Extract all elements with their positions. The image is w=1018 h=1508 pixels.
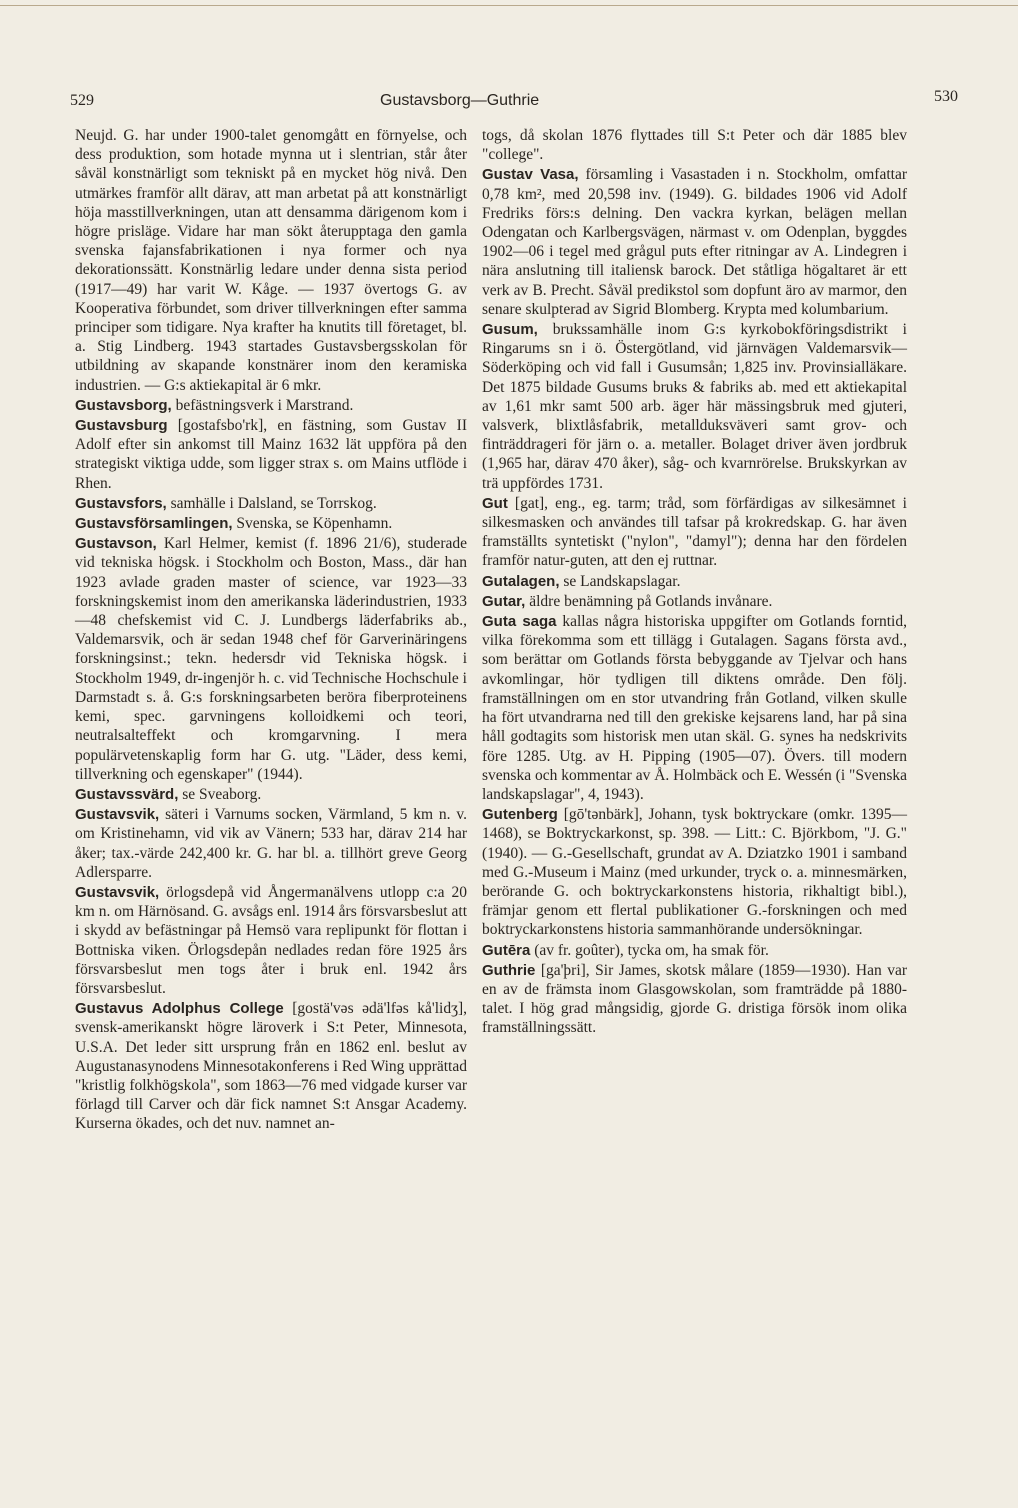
entry-text: brukssamhälle inom G:s kyrkobokföringsdistrikt i Ringarums sn i ö. Östergötland, vid järnvägen Valdemarsvik—Söderköping och vid fall i Gusumsån; 1,825 inv. Provinsialläkare. Det 1875 bildade Gusums bruks & fabriks ab. med ett aktiekapital av 1,61 mkr samt 500 arb. äger här mässingsbruk med gjuteri, valsverk, blixtlåsfabrik, metallduksväveri samt grov- och finträddrageri för järn o. a. metaller. Bolaget driver även jordbruk (1,965 har, därav 470 åker), såg- och kvarnrörelse. Brukskyrkan av trä uppfördes 1731. [482,321,907,492]
page-number-left: 529 [70,92,94,109]
entry-text: [gostä'vəs ədä'lfəs kå'lidʒ], svensk-amerikanskt högre läroverk i S:t Peter, Minnesota, U.S.A. Det leder sitt ursprung från en 1862 enl. beslut av Augustanasynodens Minnesotakonferens i Red Wing upprättad "kristlig folkhögskola", som 1863—76 med vidgade kurser var förlagd till Carver och där fick namnet S:t Ansgar Academy. Kurserna ökades, och det nuv. namnet an- [75,1000,468,1133]
entry-text: [gat], eng., eg. tarm; tråd, som förfärdigas av silkesämnet i silkesmasken och användes till tafsar på krokredskap. G. har även framställts syntetiskt ("nylon", "damyl"); denna har den fördelen framför natur-guten, att den ej ruttnar. [482,494,907,570]
page-number-right: 530 [934,88,958,105]
dictionary-entry [75,785,467,804]
dictionary-entry [75,416,467,493]
entry-text: se Sveaborg. [178,785,262,803]
entry-headword: Gutēra [482,941,531,959]
entry-text: togs, då skolan 1876 flyttades till S:t Peter och där 1885 blev "college". [482,127,907,164]
entry-text: [gostafsbo'rk], en fästning, som Gustav II Adolf efter sin ankomst till Mainz 1632 lät uppföra på den strategiskt viktiga udde, som ligger strax s. om Mains utflöde i Rhen. [75,417,467,492]
entry-text: befästningsverk i Marstrand. [171,396,354,414]
entry-headword: Gustavson, [75,535,157,553]
dictionary-entry [75,805,467,882]
top-edge-rule [0,5,1018,6]
entry-text: se Landskapslagar. [559,572,681,590]
dictionary-entry [482,572,907,591]
entry-headword: Guthrie [482,961,536,979]
entry-headword: Gutar, [482,592,526,610]
dictionary-entry [75,534,467,784]
entry-headword: Gusum, [482,321,538,339]
entry-text: äldre benämning på Gotlands invånare. [525,592,773,610]
entry-headword: Gustavsborg, [75,396,172,414]
entry-text: [gō'tənbärk], Johann, tysk boktryckare (omkr. 1395—1468), se Boktryckarkonst, sp. 398. — Litt.: C. Björkbom, "J. G." (1940). — G.-Gesellschaft, grundat av A. Dziatzko 1901 i samband med G.-Museum i Mainz (med urkunder, tryck o. a. minnesmärken, berörande G. och boktryckarkonstens historia, rikhaltigt bibl.), främjar genom ett flertal publikationer G.-forskningen och med boktryckarkonstens historia sammanhörande undersökningar. [482,806,907,939]
right-column [482,126,907,1039]
dictionary-entry [482,961,907,1038]
entry-headword: Gustav Vasa, [482,166,579,184]
entry-text: samhälle i Dalsland, se Torrskog. [166,494,377,512]
entry-headword: Gustavssvärd, [75,785,179,803]
dictionary-entry [482,592,907,611]
dictionary-entry [75,396,467,415]
entry-headword: Gut [482,494,508,512]
dictionary-entry [75,883,467,998]
dictionary-entry [482,612,907,804]
entry-headword: Gustavsförsamlingen, [75,515,233,533]
dictionary-entry [75,999,467,1133]
dictionary-entry [482,126,907,164]
dictionary-entry [482,165,907,319]
entry-text: [ga'þri], Sir James, skotsk målare (1859—1930). Han var en av de främsta inom Glasgowskolan, som framträdde på 1880-talet. I hög grad mångsidig, gjorde G. dristiga försök inom olika framställningssätt. [482,961,907,1037]
entry-text: kallas några historiska uppgifter om Gotlands forntid, vilka förekomma som ett tillägg i Gutalagen. Sagans första avd., som berättar om Gotlands första bebyggande av Tjelvar och hans avkomlingar, hör tydligen till diktens område. Den följ. framställningen om en stor utvandring från Gotland, vilken skulle ha fört utvandrarna ned till den grekiske kejsarens land, har på sina håll godtagits som historisk men utan skäl. G. synes ha nedskrivits före 1285. Utg. av H. Pipping (1905—07). Övers. till modern svenska och kommentar av Å. Holmbäck och E. Wessén (i "Svenska landskapslagar", 4, 1943). [482,613,907,803]
dictionary-entry [75,126,467,395]
entry-headword: Gutalagen, [482,572,560,590]
left-column [75,126,467,1135]
entry-headword: Gustavsburg [75,417,168,435]
dictionary-entry [482,941,907,960]
entry-headword: Gustavsvik, [75,806,160,824]
dictionary-entry [482,805,907,939]
entry-text: församling i Vasastaden i n. Stockholm, omfattar 0,78 km², med 20,598 inv. (1949). G. bildades 1906 vid Adolf Fredriks förs:s delning. Den vackra kyrkan, belägen mellan Odengatan och Karlbergsvägen, närmast v. om Odenplan, byggdes 1902—06 i tegel med grågul puts efter ritningar av A. Lindegren i nära anslutning till italiensk barock. Det ståtliga högaltaret är ett verk av B. Precht. Såväl predikstol som dopfunt äro av marmor, den senare skulpterad av Sigrid Blomberg. Krypta med kolumbarium. [482,166,907,318]
entry-text: Neujd. G. har under 1900-talet genomgått en förnyelse, och dess produktion, som hotade mynna ut i slentrian, står åter såväl konstnärligt som tekniskt på en mycket hög nivå. Den utmärkes framför allt därav, att man arbetat på att konstnärligt höja masstillverkningen, utan att densamma därigenom kom i högre prisläge. Vidare har man sökt återupptaga den gamla svenska fajansfabrikationen i nya former och nya dekorationssätt. Konstnärlig ledare under denna sista period (1917—49) har varit W. Kåge. — 1937 övertogs G. av Kooperativa förbundet, som driver tillverkningen efter samma principer som tidigare. Nya krafter ha knutits till företaget, bl. a. Stig Lindberg. 1943 startades Gustavsbergsskolan för utbildning av skapande konstnärer inom den keramiska industrien. — G:s aktiekapital är 6 mkr. [75,127,467,394]
entry-text: Svenska, se Köpenhamn. [232,515,393,533]
page-header [70,88,958,118]
entry-text: säteri i Varnums socken, Värmland, 5 km n. v. om Kristinehamn, vid vik av Vänern; 533 har, därav 214 har åker; tax.-värde 242,400 kr. G. har bl. a. tillhört greve Georg Adlersparre. [75,806,467,881]
entry-headword: Guta saga [482,613,557,631]
running-title: Gustavsborg—Guthrie [380,92,540,109]
entry-headword: Gustavsvik, [75,883,160,901]
entry-text: Karl Helmer, kemist (f. 1896 21/6), studerade vid tekniska högsk. i Stockholm och Boston, Mass., där han 1923 avlade graden master of science, var 1923—33 forskningskemist inom den amerikanska läderindustrien, 1933—48 chefskemist vid C. J. Lundbergs läderfabriks ab., Valdemarsvik, och är sedan 1948 chef för Garverinäringens forskningsinst.; tekn. hedersdr vid Tekniska högsk. i Stockholm 1949, dr-ingenjör h. c. vid Technische Hochschule i Darmstadt s. å. G:s forskningsarbeten beröra fiberproteinens kemi, spec. garvningens kolloidkemi och teori, neutralsalteffekt och kromgarvning. I mera populärvetenskaplig form har G. utg. "Läder, dess kemi, tillverkning och egenskaper" (1944). [75,535,467,783]
entry-headword: Gustavsfors, [75,494,167,512]
dictionary-entry [482,320,907,493]
dictionary-entry [75,514,467,533]
entry-headword: Gustavus Adolphus College [75,1000,284,1018]
entry-text: örlogsdepå vid Ångermanälvens utlopp c:a 20 km n. om Härnösand. G. avsågs enl. 1914 års försvarsbeslut att i skydd av befästningar på Hemsö vara replipunkt för flottan i Bottniska viken. Örlogsdepån nedlades redan före 1925 års försvarsbeslut men togs åter i bruk enl. 1942 års försvarsbeslut. [75,883,467,997]
dictionary-entry [75,494,467,513]
dictionary-entry [482,494,907,571]
entry-text: (av fr. goûter), tycka om, ha smak för. [530,941,769,959]
entry-headword: Gutenberg [482,806,558,824]
